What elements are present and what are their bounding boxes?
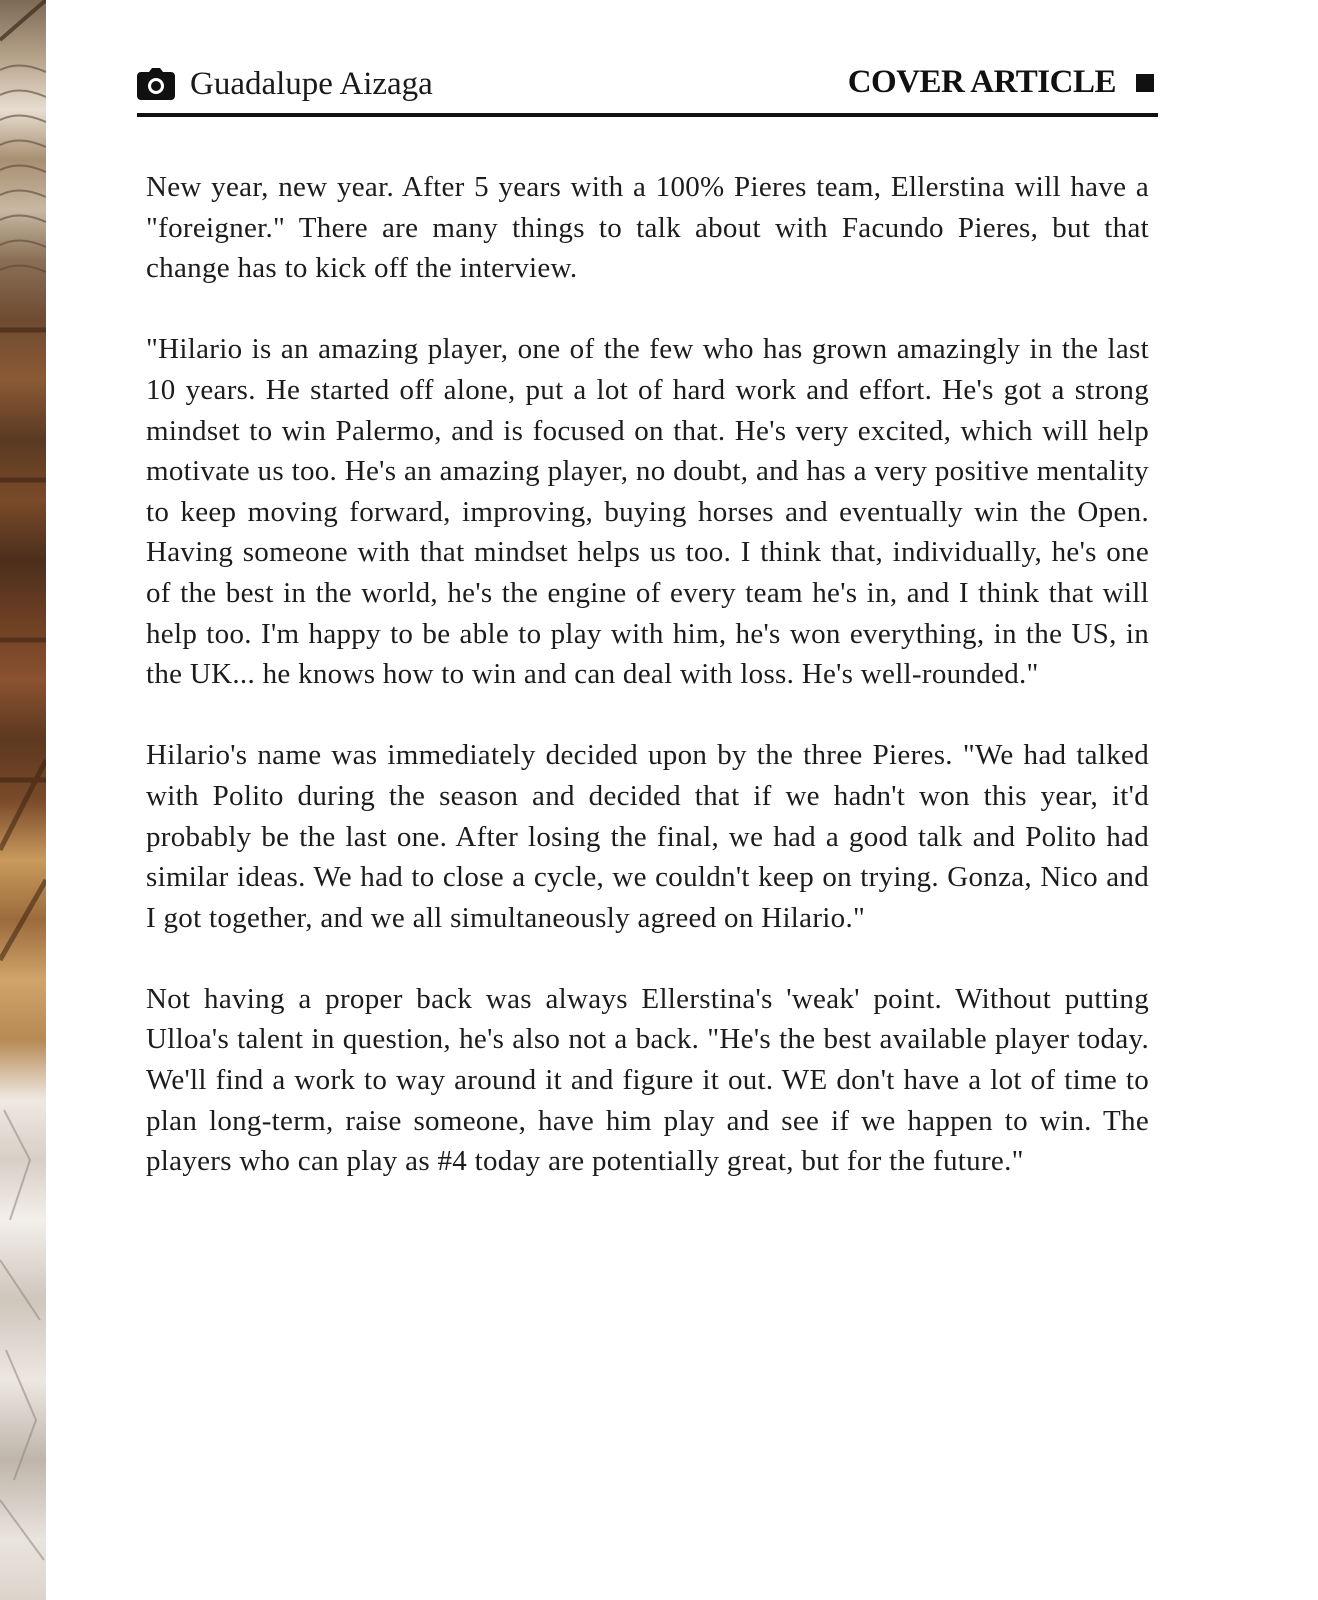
- camera-icon: [137, 68, 175, 100]
- article-body: [146, 167, 1149, 1222]
- article-paragraph: Hilario's name was immediately decided upon by the three Pieres. "We had talked with Polito during the season and decided that if we hadn't won this year, it'd probably be the last one. After losing the final, we had a good talk and Polito had similar ideas. We had to close a cycle, we couldn't keep on trying. Gonza, Nico and I got together, and we all simultaneously agreed on Hilario.": [146, 739, 1149, 934]
- square-icon: [1136, 74, 1154, 92]
- background-photo-strip: [0, 0, 46, 1600]
- article-header: [137, 62, 1158, 114]
- header-divider: [137, 113, 1158, 117]
- article-paragraph: New year, new year. After 5 years with a 100% Pieres team, Ellerstina will have a "foreigner." There are many things to talk about with Facundo Pieres, but that change has to kick off the interview.: [146, 171, 1149, 285]
- photographer-credit: Guadalupe Aizaga: [190, 66, 433, 102]
- photo-texture: [0, 0, 46, 1600]
- article-paragraph: "Hilario is an amazing player, one of the few who has grown amazingly in the last 10 years. He started off alone, put a lot of hard work and effort. He's got a strong mindset to win Palermo, and is focused on that. He's very excited, which will help motivate us too. He's an amazing player, no doubt, and has a very positive mentality to keep moving forward, improving, buying horses and eventually win the Open. Having someone with that mindset helps us too. I think that, individually, he's one of the best in the world, he's the engine of every team he's in, and I think that will help too. I'm happy to be able to play with him, he's won everything, in the US, in the UK... he knows how to win and can deal with loss. He's well-rounded.": [146, 333, 1149, 691]
- section-label: COVER ARTICLE: [847, 64, 1116, 100]
- article-paragraph: Not having a proper back was always Ellerstina's 'weak' point. Without putting Ulloa's talent in question, he's also not a back. "He's the best available player today. We'll find a work to way around it and figure it out. WE don't have a lot of time to plan long-term, raise someone, have him play and see if we happen to win. The players who can play as #4 today are potentially great, but for the future.": [146, 982, 1149, 1178]
